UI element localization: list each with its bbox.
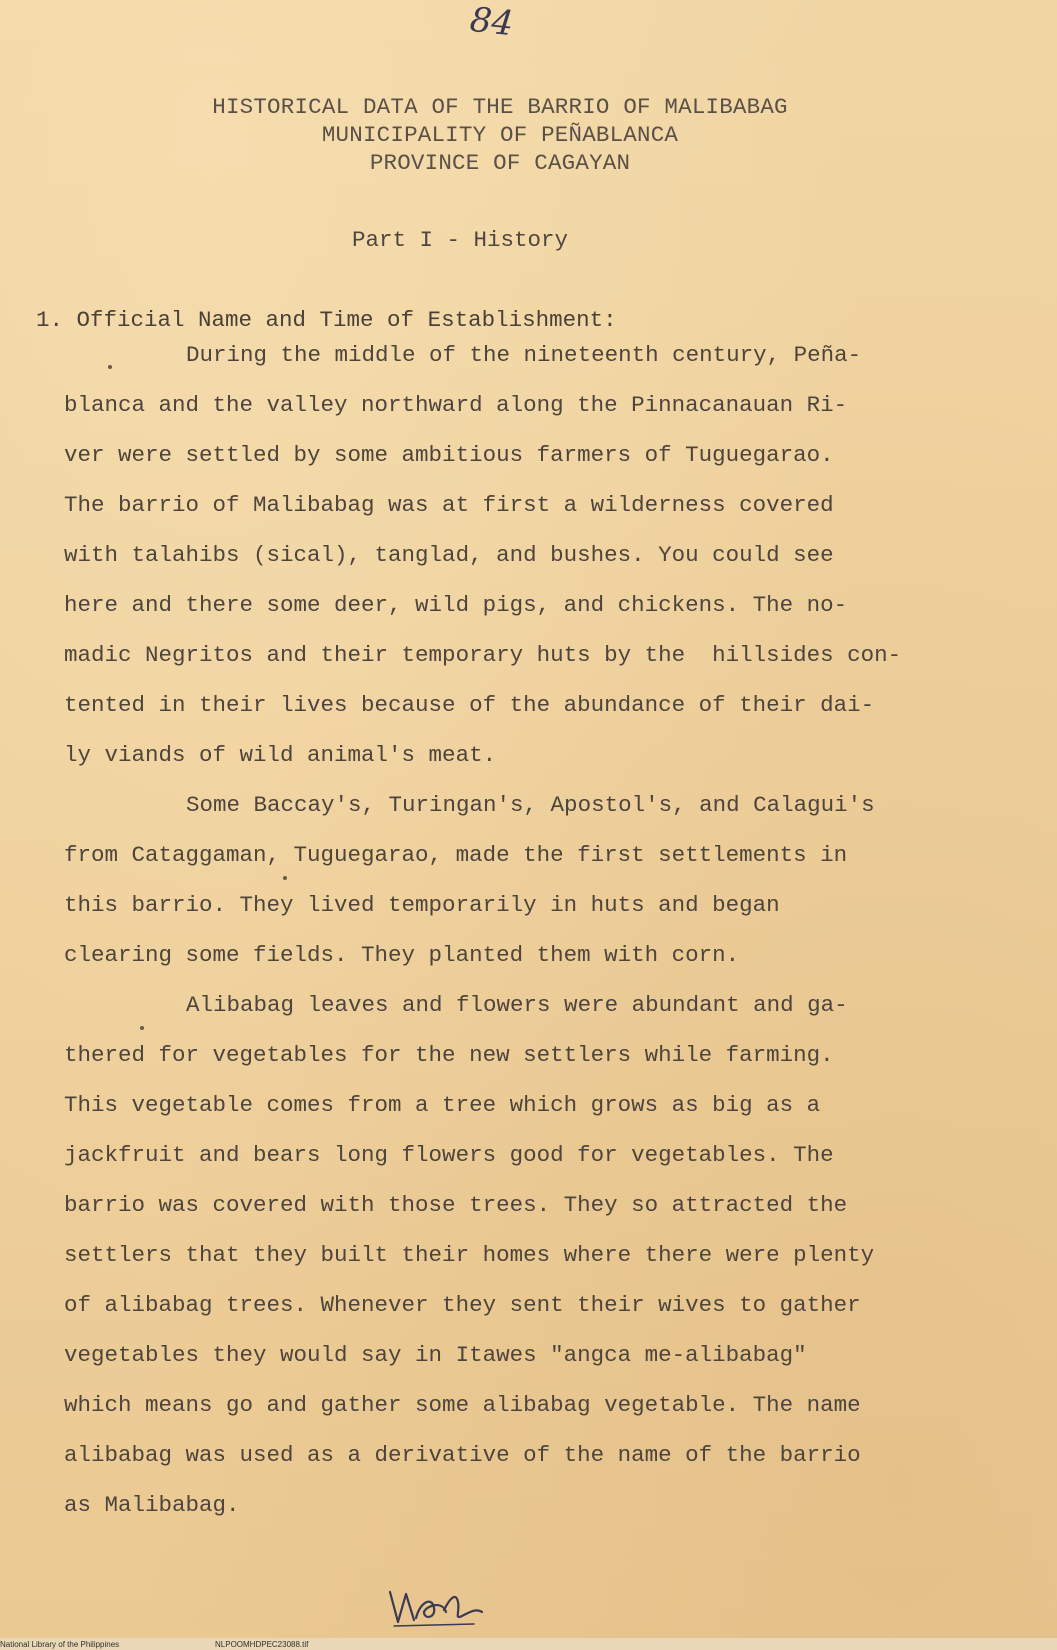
body-line: blanca and the valley northward along the Pinnacanauan Ri- (64, 392, 848, 418)
body-line: of alibabag trees. Whenever they sent their wives to gather (64, 1292, 861, 1318)
ink-dot (108, 365, 112, 369)
body-line: tented in their lives because of the abundance of their dai- (64, 692, 875, 718)
body-line: this barrio. They lived temporarily in huts and began (64, 892, 780, 918)
body-line: During the middle of the nineteenth century, Peña- (186, 342, 862, 368)
body-line: ver were settled by some ambitious farmers of Tuguegarao. (64, 442, 834, 468)
title-line-2: MUNICIPALITY OF PEÑABLANCA (321, 122, 679, 148)
body-line: ly viands of wild animal's meat. (64, 742, 497, 768)
body-line: settlers that they built their homes where there were plenty (64, 1242, 875, 1268)
handwritten-page-number: 84 (468, 0, 516, 45)
body-line: The barrio of Malibabag was at first a wilderness covered (64, 492, 834, 518)
body-line: from Cataggaman, Tuguegarao, made the first settlements in (64, 842, 848, 868)
body-line: madic Negritos and their temporary huts by the hillsides con- (64, 642, 902, 668)
title-line-3: PROVINCE OF CAGAYAN (369, 150, 631, 176)
body-line: barrio was covered with those trees. They so attracted the (64, 1192, 848, 1218)
footer-file-label: NLPOOMHDPEC23088.tif (215, 1640, 309, 1649)
ink-dot (283, 876, 287, 880)
scan-footer-strip (0, 1638, 1057, 1650)
title-line-1: HISTORICAL DATA OF THE BARRIO OF MALIBABAG (212, 94, 788, 120)
body-line: vegetables they would say in Itawes "angca me-alibabag" (64, 1342, 807, 1368)
body-line: alibabag was used as a derivative of the name of the barrio (64, 1442, 861, 1468)
body-line: Some Baccay's, Turingan's, Apostol's, and Calagui's (186, 792, 875, 818)
section-heading: 1. Official Name and Time of Establishment: (36, 307, 617, 333)
handwritten-initials-mark (384, 1582, 494, 1632)
body-line: here and there some deer, wild pigs, and chickens. The no- (64, 592, 848, 618)
body-line: jackfruit and bears long flowers good for vegetables. The (64, 1142, 834, 1168)
body-line: which means go and gather some alibabag vegetable. The name (64, 1392, 861, 1418)
body-line: as Malibabag. (64, 1492, 240, 1518)
part-title: Part I - History (352, 227, 569, 253)
body-line: Alibabag leaves and flowers were abundant and ga- (186, 992, 848, 1018)
footer-library-label: National Library of the Philippines (0, 1640, 120, 1649)
body-line: This vegetable comes from a tree which grows as big as a (64, 1092, 821, 1118)
body-line: clearing some fields. They planted them with corn. (64, 942, 740, 968)
ink-dot (140, 1026, 144, 1030)
body-line: with talahibs (sical), tanglad, and bushes. You could see (64, 542, 834, 568)
body-line: thered for vegetables for the new settlers while farming. (64, 1042, 834, 1068)
